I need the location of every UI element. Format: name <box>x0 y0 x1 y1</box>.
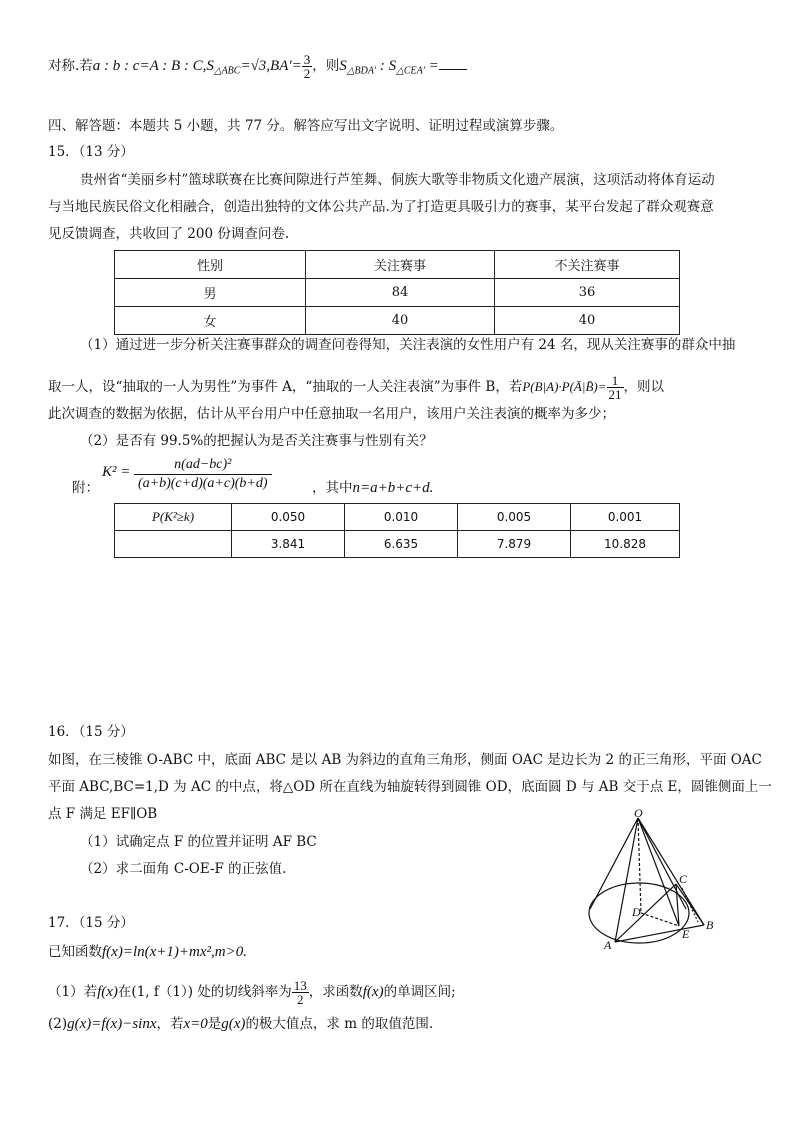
table-cell: 10.828 <box>571 531 680 558</box>
table-header-row <box>115 251 680 279</box>
table-cell: 84 <box>306 279 495 307</box>
q15-part2: （2）是否有 99.5%的把握认为是否关注赛事与性别有关？ <box>80 433 433 449</box>
label-d: D <box>632 905 641 919</box>
top-eq: = <box>424 58 439 74</box>
top-prefix: 对称.若 <box>48 58 93 74</box>
q17-p1-c: ，求函数 <box>308 984 363 1000</box>
top-sub1: △BDA′ <box>346 65 377 77</box>
part1-prob-expr: P(B|A)·P(Ā|B̄)= <box>522 379 607 394</box>
cone-figure <box>583 808 723 954</box>
top-sub-abc: △ABC <box>213 65 241 77</box>
formula-tail-math: n=a+b+c+d. <box>352 480 434 496</box>
label-e: E <box>682 927 690 941</box>
q15-part1-line2 <box>48 374 664 401</box>
table-cell: 6.635 <box>345 531 458 558</box>
q17-p2-c: 是 <box>207 1016 222 1032</box>
top-ratio: a : b : c=A : B : C,S <box>92 58 214 74</box>
label-b: B <box>706 918 714 932</box>
q16-title: 16．（15 分） <box>48 724 134 740</box>
q17-title: 17．（15 分） <box>48 915 134 931</box>
table-cell: 7.879 <box>458 531 571 558</box>
top-frac-num: 3 <box>303 52 311 67</box>
appendix-label: 附： <box>72 480 99 496</box>
q15-part1-line1: （1）通过进一步分析关注赛事群众的调查问卷得知，关注表演的女性用户有 24 名，现从关注赛事的群众中抽 <box>80 337 736 353</box>
part1-end: ，则以 <box>623 379 664 395</box>
table-header: 不关注赛事 <box>495 251 680 279</box>
q17-given-cn: 已知函数 <box>48 944 102 960</box>
table-cell: 0.005 <box>458 504 571 531</box>
edge-ab <box>615 925 704 942</box>
formula-tail-cn: ，其中 <box>312 480 353 496</box>
q17-p1-b: 在(1, f（1）) 处的切线斜率为 <box>117 984 292 1000</box>
table-cell: 0.010 <box>345 504 458 531</box>
table-cell: 0.050 <box>232 504 345 531</box>
edge-o-right <box>638 818 686 909</box>
table-cell: 40 <box>495 307 680 335</box>
table-cell: P(K²≥k) <box>115 504 232 531</box>
k2-lhs: K² = <box>102 464 131 480</box>
table-header: 性别 <box>115 251 306 279</box>
q17-part1 <box>48 979 456 1006</box>
q17-p2-b: ，若 <box>156 1016 184 1032</box>
label-c: C <box>679 872 688 886</box>
seg-de <box>641 913 679 926</box>
k2-numerator: n(ad−bc)² <box>134 456 272 475</box>
q17-p1-math2: f(x) <box>362 984 384 1000</box>
part1-text: 取一人，设“抽取的一人为男性”为事件 A，“抽取的一人关注表演”为事件 B，若 <box>48 379 523 395</box>
critical-value-table <box>114 503 680 558</box>
table-cell: 36 <box>495 279 680 307</box>
top-colon: : <box>376 58 389 74</box>
table-cell: 0.001 <box>571 504 680 531</box>
top-then: ，则 <box>312 58 340 74</box>
top-s2: S <box>388 58 397 74</box>
q17-given-math: f(x)=ln(x+1)+mx²,m>0. <box>102 944 247 960</box>
edge-ob <box>638 818 704 925</box>
top-s1: S <box>339 58 347 74</box>
q17-p2-math2: x=0 <box>183 1016 208 1032</box>
table-header: 关注赛事 <box>306 251 495 279</box>
top-sub2: △CEA′ <box>396 65 425 77</box>
q15-intro-2: 与当地民族民俗文化相融合，创造出独特的文体公共产品.为了打造更具吸引力的赛事，某平台发起了群众观赛意 <box>48 199 714 215</box>
q17-p2-a: (2) <box>48 1016 68 1032</box>
edge-o-left <box>590 818 638 909</box>
top-frac-den: 2 <box>303 66 311 81</box>
label-o: O <box>634 808 643 820</box>
table-cell: 男 <box>115 279 306 307</box>
top-eq-sqrt: =√3,BA′= <box>240 58 302 74</box>
edge-cb <box>676 884 704 925</box>
q15-intro-1: 贵州省“美丽乡村”篮球联赛在比赛间隙进行芦笙舞、侗族大歌等非物质文化遗产展演，这项活动将体育运动 <box>80 172 715 188</box>
q17-p2-math1: g(x)=f(x)−sinx <box>67 1016 157 1032</box>
axis-od <box>638 818 641 913</box>
q17-p2-d: 的极大值点，求 m 的取值范围. <box>245 1016 434 1032</box>
edge-oe <box>638 818 679 926</box>
table-row <box>115 504 680 531</box>
q17-p1-d: 的单调区间; <box>383 984 456 1000</box>
part1-frac-den: 21 <box>608 387 622 402</box>
q17-frac-den: 2 <box>297 992 304 1007</box>
q17-p2-math3: g(x) <box>221 1016 246 1032</box>
section-heading: 四、解答题：本题共 5 小题，共 77 分。解答应写出文字说明、证明过程或演算步骤。 <box>48 118 564 134</box>
q16-line1: 如图，在三棱锥 O-ABC 中，底面 ABC 是以 AB 为斜边的直角三角形，侧面 OAC 是边长为 2 的正三角形，平面 OAC <box>48 752 762 768</box>
table-cell: 3.841 <box>232 531 345 558</box>
table-row <box>115 531 680 558</box>
part1-frac-num: 1 <box>607 374 624 388</box>
table-cell: 女 <box>115 307 306 335</box>
q16-line2: 平面 ABC,BC=1,D 为 AC 的中点，将△OD 所在直线为轴旋转得到圆锥 OD，底面圆 D 与 AB 交于点 E，圆锥侧面上一 <box>48 779 772 795</box>
q17-given <box>48 942 247 962</box>
survey-table <box>114 250 680 335</box>
q15-intro-3: 见反馈调查，共收回了 200 份调查问卷. <box>48 226 290 242</box>
k2-denominator: (a+b)(c+d)(a+c)(b+d) <box>138 476 268 491</box>
part1-fraction <box>607 374 624 401</box>
q16-part1: （1）试确定点 F 的位置并证明 AF BC <box>80 834 317 850</box>
table-row <box>115 279 680 307</box>
answer-blank <box>439 57 467 70</box>
q15-title: 15．（13 分） <box>48 144 134 160</box>
q17-p1-a: （1）若 <box>48 984 98 1000</box>
label-a: A <box>604 938 612 952</box>
q17-frac-num: 13 <box>293 978 307 993</box>
q16-part2: （2）求二面角 C-OE-F 的正弦值. <box>80 861 287 877</box>
table-cell: 40 <box>306 307 495 335</box>
q17-p1-fraction <box>292 979 309 1006</box>
q15-part1-line3: 此次调查的数据为依据，估计从平台用户中任意抽取一名用户，该用户关注表演的概率为多少； <box>48 406 615 422</box>
q17-part2 <box>48 1014 433 1034</box>
k2-fraction <box>134 456 272 493</box>
q17-p1-math1: f(x) <box>97 984 118 1000</box>
formula-tail <box>312 476 433 497</box>
q16-line3: 点 F 满足 EF∥OB <box>48 806 158 822</box>
top-fraction <box>302 53 313 80</box>
top-fragment-line <box>48 53 467 82</box>
table-row <box>115 307 680 335</box>
table-cell <box>115 531 232 558</box>
